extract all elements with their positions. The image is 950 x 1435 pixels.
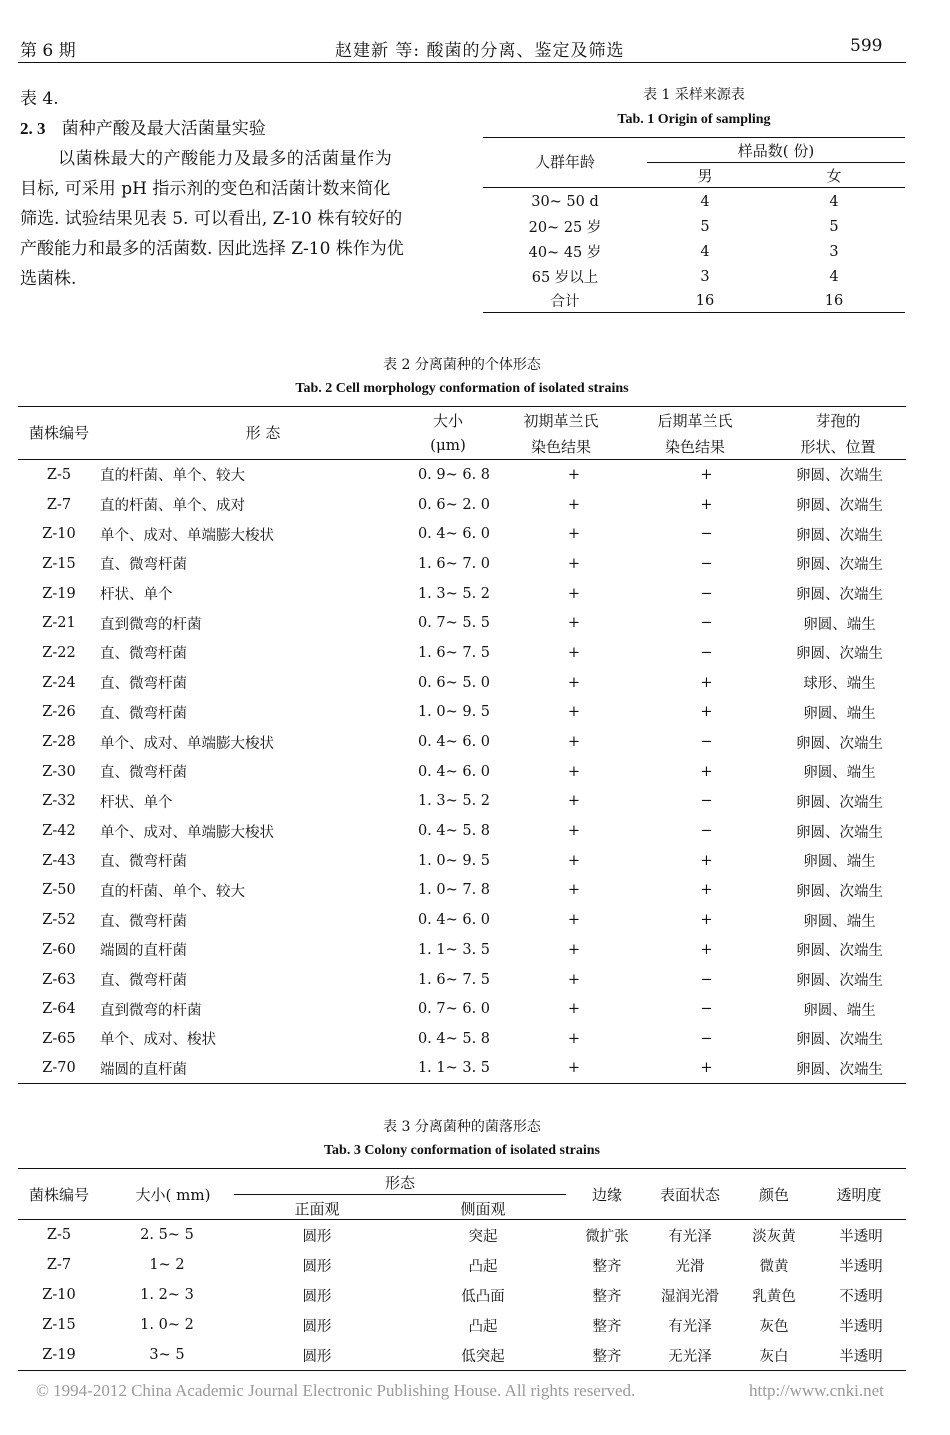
copyright-notice bbox=[36, 1381, 635, 1401]
cell: 卵圆、次端生 bbox=[796, 498, 883, 515]
table2-caption-en: Tab. 2 Cell morphology conformation of isolated strains bbox=[295, 381, 629, 396]
table-row bbox=[18, 698, 906, 728]
cell: 5 bbox=[700, 218, 710, 235]
cell: 卵圆、次端生 bbox=[796, 883, 883, 900]
cell: − bbox=[700, 734, 713, 751]
cell: 卵圆、次端生 bbox=[796, 1032, 883, 1049]
table-row bbox=[18, 1310, 906, 1340]
cell: + bbox=[700, 1060, 713, 1077]
cell: 卵圆、次端生 bbox=[796, 973, 883, 990]
cell: 40~ 45 岁 bbox=[528, 245, 602, 261]
cell: 16 bbox=[695, 292, 715, 309]
running-title: 赵建新 等: 酸菌的分离、鉴定及筛选 bbox=[335, 41, 625, 61]
cell: Z-19 bbox=[42, 585, 76, 602]
cell: 凸起 bbox=[468, 1318, 498, 1335]
cell: Z-5 bbox=[46, 466, 72, 483]
cell: 突起 bbox=[468, 1228, 498, 1245]
cell: + bbox=[567, 941, 581, 958]
cell: Z-42 bbox=[42, 823, 76, 840]
cell: 直的杆菌、单个、较大 bbox=[100, 883, 245, 900]
cell: 直、微弯杆菌 bbox=[100, 765, 187, 782]
table-row bbox=[483, 289, 905, 312]
cell: 圆形 bbox=[302, 1288, 332, 1305]
table1-caption-cn: 表 1 采样来源表 bbox=[643, 87, 745, 103]
table-row bbox=[18, 787, 906, 817]
cell: 灰色 bbox=[759, 1318, 789, 1335]
table3-head-trans: 透明度 bbox=[836, 1186, 882, 1204]
cell: + bbox=[567, 823, 581, 840]
table-row bbox=[18, 935, 906, 965]
cell: + bbox=[567, 912, 581, 929]
cell: 整齐 bbox=[592, 1318, 622, 1335]
cell: 圆形 bbox=[302, 1258, 332, 1275]
table1-caption-en: Tab. 1 Origin of sampling bbox=[617, 112, 771, 127]
cell: 卵圆、端生 bbox=[803, 854, 876, 871]
cell: 微黄 bbox=[759, 1258, 789, 1275]
page-number: 599 bbox=[850, 36, 883, 56]
text-line: 选菌株. bbox=[20, 269, 77, 289]
table-row bbox=[18, 638, 906, 668]
table-row bbox=[18, 1054, 906, 1083]
cell: 0. 4~ 5. 8 bbox=[417, 1030, 491, 1047]
table-row bbox=[18, 1280, 906, 1310]
cell: 直、微弯杆菌 bbox=[100, 913, 187, 930]
table-row bbox=[18, 757, 906, 787]
cell: 3 bbox=[829, 243, 839, 260]
cell: Z-15 bbox=[42, 555, 76, 572]
table2-head-id: 菌株编号 bbox=[28, 424, 89, 442]
cell: 卵圆、次端生 bbox=[796, 557, 883, 574]
cell: 整齐 bbox=[592, 1348, 622, 1365]
table-row bbox=[18, 608, 906, 638]
table1-head-age: 人群年龄 bbox=[534, 153, 595, 171]
table3-caption-en: Tab. 3 Colony conformation of isolated strains bbox=[323, 1143, 600, 1158]
cell: 1. 1~ 3. 5 bbox=[417, 941, 491, 958]
table2-head-spore-2: 形状、位置 bbox=[800, 438, 876, 456]
cell: Z-24 bbox=[42, 674, 76, 691]
cell: − bbox=[700, 971, 713, 988]
table2-head-early: 初期革兰氏 bbox=[523, 412, 599, 430]
cell: 1. 6~ 7. 0 bbox=[417, 555, 491, 572]
cell: 0. 4~ 5. 8 bbox=[417, 823, 491, 840]
cell: + bbox=[567, 852, 581, 869]
table-row bbox=[18, 965, 906, 995]
cell: 直、微弯杆菌 bbox=[100, 646, 187, 663]
table-row bbox=[18, 876, 906, 906]
cell: Z-26 bbox=[42, 704, 76, 721]
cell: 单个、成对、单端膨大梭状 bbox=[100, 527, 274, 544]
cell: + bbox=[567, 555, 581, 572]
table-row bbox=[483, 264, 905, 289]
table3-head-edge: 边缘 bbox=[591, 1186, 622, 1204]
cell: 卵圆、端生 bbox=[803, 616, 876, 633]
cell: 4 bbox=[829, 193, 839, 210]
cell: Z-10 bbox=[42, 526, 76, 543]
cell: + bbox=[700, 674, 713, 691]
table-row bbox=[18, 460, 906, 490]
cell: 卵圆、次端生 bbox=[796, 824, 883, 841]
table1-body bbox=[483, 189, 905, 312]
cell: 单个、成对、单端膨大梭状 bbox=[100, 735, 274, 752]
section-number: 2. 3 bbox=[20, 119, 46, 138]
cell: 1. 0~ 9. 5 bbox=[417, 704, 491, 721]
cell: 直、微弯杆菌 bbox=[100, 973, 187, 990]
cell: 光滑 bbox=[675, 1258, 705, 1275]
cell: 2. 5~ 5 bbox=[140, 1227, 194, 1243]
cell: 1. 1~ 3. 5 bbox=[417, 1060, 491, 1077]
cell: + bbox=[700, 941, 713, 958]
cell: + bbox=[567, 496, 581, 513]
footer-url[interactable]: http://www.cnki.net bbox=[749, 1381, 884, 1400]
table2-head-late-2: 染色结果 bbox=[664, 438, 725, 456]
cell: 0. 7~ 6. 0 bbox=[417, 1001, 491, 1018]
cell: − bbox=[700, 1001, 713, 1018]
cell: 低凸面 bbox=[461, 1288, 505, 1305]
cell: + bbox=[700, 852, 713, 869]
table3-head-side: 侧面观 bbox=[460, 1200, 506, 1218]
table-row bbox=[18, 490, 906, 520]
cell: + bbox=[700, 466, 713, 483]
table3-head-size: 大小( mm) bbox=[135, 1186, 211, 1204]
cell: 端圆的直杆菌 bbox=[100, 1061, 187, 1078]
cell: 乳黄色 bbox=[752, 1288, 796, 1305]
section-title: 菌种产酸及最大活菌量实验 bbox=[61, 119, 266, 139]
text-line: 表 4. bbox=[20, 89, 59, 109]
cell: Z-7 bbox=[46, 1257, 72, 1273]
cell: Z-50 bbox=[42, 882, 76, 899]
cell: − bbox=[700, 555, 713, 572]
body-text bbox=[20, 84, 450, 294]
cell: 0. 7~ 5. 5 bbox=[417, 615, 491, 632]
cell: 卵圆、端生 bbox=[803, 913, 876, 930]
cell: Z-64 bbox=[42, 1001, 76, 1018]
table-row bbox=[18, 846, 906, 876]
cell: + bbox=[700, 763, 713, 780]
table-row bbox=[18, 905, 906, 935]
text-line: 以菌株最大的产酸能力及最多的活菌量作为 bbox=[58, 149, 393, 169]
cell: + bbox=[567, 526, 581, 543]
table1-head-female: 女 bbox=[826, 167, 842, 185]
cell: 30~ 50 d bbox=[531, 193, 599, 210]
cell: 0. 4~ 6. 0 bbox=[417, 734, 491, 751]
cell: 湿润光滑 bbox=[661, 1288, 719, 1305]
cell: 整齐 bbox=[592, 1288, 622, 1305]
cell: − bbox=[700, 585, 713, 602]
cell: + bbox=[700, 912, 713, 929]
cell: 0. 9~ 6. 8 bbox=[417, 466, 491, 483]
cell: + bbox=[567, 466, 581, 483]
cell: Z-28 bbox=[42, 734, 76, 751]
cell: 卵圆、次端生 bbox=[796, 735, 883, 752]
cell: 直、微弯杆菌 bbox=[100, 854, 187, 871]
text-line: 目标, 可采用 pH 指示剂的变色和活菌计数来简化 bbox=[20, 179, 391, 199]
cell: + bbox=[567, 704, 581, 721]
table3-head-surface: 表面状态 bbox=[659, 1186, 720, 1204]
cell: 1. 6~ 7. 5 bbox=[417, 644, 491, 661]
cell: 无光泽 bbox=[668, 1348, 712, 1365]
table-row bbox=[18, 519, 906, 549]
cell: 1. 3~ 5. 2 bbox=[417, 793, 491, 810]
table3-head-front: 正面观 bbox=[294, 1200, 340, 1218]
cell: − bbox=[700, 1030, 713, 1047]
cell: 3 bbox=[700, 268, 710, 285]
table-row bbox=[18, 549, 906, 579]
cell: 1~ 2 bbox=[149, 1257, 185, 1273]
cell: + bbox=[567, 1001, 581, 1018]
cell: Z-10 bbox=[42, 1287, 76, 1303]
cell: 圆形 bbox=[302, 1228, 332, 1245]
cell: 低突起 bbox=[461, 1348, 505, 1365]
table2-caption-cn: 表 2 分离菌种的个体形态 bbox=[383, 357, 541, 373]
table3-head-form: 形态 bbox=[384, 1174, 415, 1192]
cell: 直到微弯的杆菌 bbox=[100, 616, 202, 633]
cell: + bbox=[567, 1030, 581, 1047]
cell: 圆形 bbox=[302, 1348, 332, 1365]
cell: 0. 4~ 6. 0 bbox=[417, 912, 491, 929]
table1-head-count: 样品数( 份) bbox=[737, 142, 815, 160]
copyright-text: © 1994-2012 China Academic Journal Electronic Publishing House. All rights reserved. bbox=[36, 1381, 636, 1400]
cell: + bbox=[567, 644, 581, 661]
cell: 半透明 bbox=[839, 1348, 883, 1365]
cell: 直、微弯杆菌 bbox=[100, 705, 187, 722]
cell: 卵圆、次端生 bbox=[796, 943, 883, 960]
table2-head-spore: 芽孢的 bbox=[815, 412, 861, 430]
cell: 卵圆、次端生 bbox=[796, 794, 883, 811]
cell: 半透明 bbox=[839, 1258, 883, 1275]
cell: + bbox=[567, 734, 581, 751]
cell: + bbox=[700, 882, 713, 899]
cell: 卵圆、次端生 bbox=[796, 1061, 883, 1078]
table-row bbox=[18, 579, 906, 609]
cell: − bbox=[700, 793, 713, 810]
cell: Z-22 bbox=[42, 644, 76, 661]
cell: Z-5 bbox=[46, 1227, 72, 1243]
table3-body bbox=[18, 1220, 906, 1370]
section-heading bbox=[20, 114, 450, 144]
text-line: 筛选. 试验结果见表 5. 可以看出, Z-10 株有较好的 bbox=[20, 209, 403, 229]
table-row bbox=[18, 1024, 906, 1054]
cell: 球形、端生 bbox=[803, 676, 876, 693]
cell: 1. 2~ 3 bbox=[140, 1287, 194, 1303]
table1-head-male: 男 bbox=[697, 167, 713, 185]
cell: − bbox=[700, 644, 713, 661]
cell: 卵圆、端生 bbox=[803, 705, 876, 722]
cell: 4 bbox=[700, 243, 710, 260]
table-row bbox=[18, 994, 906, 1024]
cell: Z-7 bbox=[46, 496, 72, 513]
cell: Z-70 bbox=[42, 1060, 76, 1077]
cell: + bbox=[567, 763, 581, 780]
cell: 65 岁以上 bbox=[531, 270, 599, 286]
cell: Z-63 bbox=[42, 971, 76, 988]
table-row bbox=[18, 1220, 906, 1250]
cell: 有光泽 bbox=[668, 1318, 712, 1335]
cell: 0. 4~ 6. 0 bbox=[417, 763, 491, 780]
cell: − bbox=[700, 526, 713, 543]
cell: 直的杆菌、单个、较大 bbox=[100, 468, 245, 485]
cell: 卵圆、端生 bbox=[803, 765, 876, 782]
cell: 卵圆、次端生 bbox=[796, 646, 883, 663]
cell: 杆状、单个 bbox=[100, 794, 173, 811]
table-row bbox=[18, 668, 906, 698]
cell: 5 bbox=[829, 218, 839, 235]
cell: 20~ 25 岁 bbox=[528, 220, 602, 236]
table2-head-early-2: 染色结果 bbox=[530, 438, 591, 456]
cell: Z-43 bbox=[42, 852, 76, 869]
cell: 1. 0~ 9. 5 bbox=[417, 852, 491, 869]
cell: + bbox=[567, 585, 581, 602]
cell: + bbox=[567, 1060, 581, 1077]
cell: 凸起 bbox=[468, 1258, 498, 1275]
table-row bbox=[18, 727, 906, 757]
cell: 圆形 bbox=[302, 1318, 332, 1335]
cell: 卵圆、次端生 bbox=[796, 527, 883, 544]
cell: 卵圆、端生 bbox=[803, 1002, 876, 1019]
cell: − bbox=[700, 823, 713, 840]
cell: 微扩张 bbox=[585, 1228, 629, 1245]
cell: 0. 6~ 5. 0 bbox=[417, 674, 491, 691]
cell: 4 bbox=[829, 268, 839, 285]
table-row bbox=[18, 1340, 906, 1370]
cell: 有光泽 bbox=[668, 1228, 712, 1245]
cell: − bbox=[700, 615, 713, 632]
table2-head-late: 后期革兰氏 bbox=[657, 412, 733, 430]
cell: 整齐 bbox=[592, 1258, 622, 1275]
text-line: 产酸能力和最多的活菌数. 因此选择 Z-10 株作为优 bbox=[20, 239, 404, 259]
cell: 卵圆、次端生 bbox=[796, 587, 883, 604]
cell: 1. 6~ 7. 5 bbox=[417, 971, 491, 988]
cell: + bbox=[567, 793, 581, 810]
cell: 合计 bbox=[550, 294, 580, 310]
cell: 0. 6~ 2. 0 bbox=[417, 496, 491, 513]
cell: 灰白 bbox=[759, 1348, 789, 1365]
cell: 单个、成对、梭状 bbox=[100, 1032, 216, 1049]
table3-header bbox=[18, 1170, 906, 1220]
table2-head-size: 大小 bbox=[432, 412, 463, 430]
cell: 1. 0~ 7. 8 bbox=[417, 882, 491, 899]
cell: 直、微弯杆菌 bbox=[100, 557, 187, 574]
cell: 0. 4~ 6. 0 bbox=[417, 526, 491, 543]
table3-head-color: 颜色 bbox=[758, 1186, 789, 1204]
header-rule bbox=[18, 62, 906, 63]
issue-number: 第 6 期 bbox=[20, 41, 76, 61]
table-row bbox=[18, 1250, 906, 1280]
table2-body bbox=[18, 460, 906, 1083]
cell: 杆状、单个 bbox=[100, 587, 173, 604]
cell: Z-30 bbox=[42, 763, 76, 780]
cell: Z-19 bbox=[42, 1347, 76, 1363]
cell: + bbox=[567, 882, 581, 899]
cell: 半透明 bbox=[839, 1228, 883, 1245]
table3-caption-cn: 表 3 分离菌种的菌落形态 bbox=[383, 1119, 541, 1135]
table3-head-id: 菌株编号 bbox=[28, 1186, 89, 1204]
cell: + bbox=[567, 674, 581, 691]
cell: + bbox=[567, 615, 581, 632]
cell: 淡灰黄 bbox=[752, 1228, 796, 1245]
cell: 3~ 5 bbox=[149, 1347, 185, 1363]
cell: 1. 3~ 5. 2 bbox=[417, 585, 491, 602]
cell: Z-52 bbox=[42, 912, 76, 929]
cell: 直到微弯的杆菌 bbox=[100, 1002, 202, 1019]
cell: 端圆的直杆菌 bbox=[100, 943, 187, 960]
cell: Z-65 bbox=[42, 1030, 76, 1047]
cell: Z-32 bbox=[42, 793, 76, 810]
cell: Z-21 bbox=[42, 615, 76, 632]
cell: + bbox=[567, 971, 581, 988]
cell: Z-15 bbox=[42, 1317, 76, 1333]
cell: 4 bbox=[700, 193, 710, 210]
cell: 卵圆、次端生 bbox=[796, 468, 883, 485]
table-row bbox=[483, 239, 905, 264]
cell: 单个、成对、单端膨大梭状 bbox=[100, 824, 274, 841]
cell: 不透明 bbox=[839, 1288, 883, 1305]
table2-header bbox=[18, 408, 906, 458]
cell: Z-60 bbox=[42, 941, 76, 958]
table-row bbox=[483, 189, 905, 214]
table-row bbox=[18, 816, 906, 846]
cell: + bbox=[700, 496, 713, 513]
table-row bbox=[483, 214, 905, 239]
cell: 直、微弯杆菌 bbox=[100, 676, 187, 693]
table2-head-shape: 形 态 bbox=[245, 424, 281, 442]
cell: + bbox=[700, 704, 713, 721]
cell: 16 bbox=[824, 292, 844, 309]
cell: 直的杆菌、单个、成对 bbox=[100, 498, 245, 515]
table2-head-size-unit: (μm) bbox=[430, 436, 466, 454]
cell: 半透明 bbox=[839, 1318, 883, 1335]
cell: 1. 0~ 2 bbox=[140, 1317, 194, 1333]
